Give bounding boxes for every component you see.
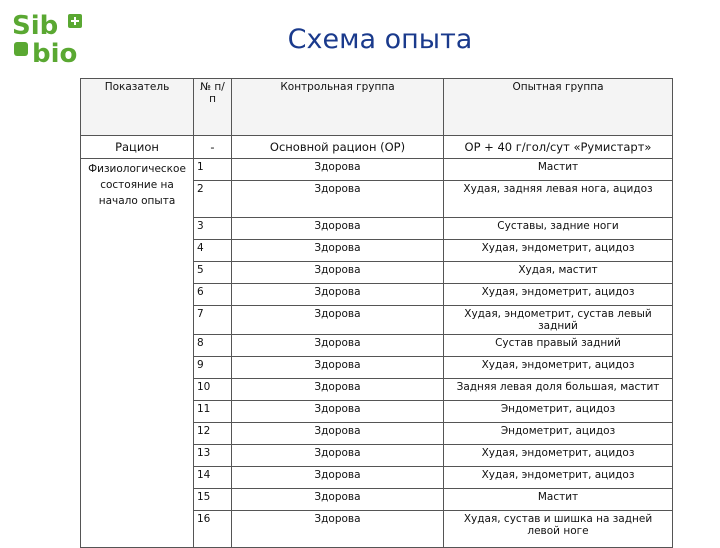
row-num: 8 (194, 335, 232, 357)
row-num: 9 (194, 357, 232, 379)
header-indicator: Показатель (81, 79, 194, 136)
row-num: 15 (194, 489, 232, 511)
row-control: Здорова (232, 335, 444, 357)
row-experimental: Худая, сустав и шишка на задней левой ноге (444, 511, 673, 548)
row-experimental: Худая, эндометрит, ацидоз (444, 467, 673, 489)
experiment-table (80, 78, 673, 548)
physio-label: Физиологическое состояние на начало опыта (81, 159, 194, 548)
row-control: Здорова (232, 306, 444, 335)
table-row (81, 159, 673, 181)
row-experimental: Худая, задняя левая нога, ацидоз (444, 181, 673, 218)
row-experimental: Худая, эндометрит, ацидоз (444, 240, 673, 262)
row-num: 7 (194, 306, 232, 335)
row-experimental: Худая, эндометрит, ацидоз (444, 284, 673, 306)
row-num: 5 (194, 262, 232, 284)
page-title: Схема опыта (287, 24, 473, 55)
row-control: Здорова (232, 159, 444, 181)
row-experimental: Сустав правый задний (444, 335, 673, 357)
row-experimental: Мастит (444, 159, 673, 181)
row-num: 11 (194, 401, 232, 423)
row-control: Здорова (232, 240, 444, 262)
row-experimental: Худая, эндометрит, сустав левый задний (444, 306, 673, 335)
row-control: Здорова (232, 379, 444, 401)
row-num: 13 (194, 445, 232, 467)
header-experimental: Опытная группа (444, 79, 673, 136)
row-num: 16 (194, 511, 232, 548)
row-experimental: Суставы, задние ноги (444, 218, 673, 240)
row-num: 1 (194, 159, 232, 181)
row-control: Здорова (232, 284, 444, 306)
row-num: 4 (194, 240, 232, 262)
row-control: Здорова (232, 489, 444, 511)
diet-control: Основной рацион (ОР) (232, 136, 444, 159)
row-control: Здорова (232, 181, 444, 218)
logo-line2: bio (32, 39, 78, 68)
diet-label: Рацион (81, 136, 194, 159)
row-experimental: Худая, эндометрит, ацидоз (444, 445, 673, 467)
row-control: Здорова (232, 445, 444, 467)
row-control: Здорова (232, 467, 444, 489)
row-num: 10 (194, 379, 232, 401)
row-control: Здорова (232, 218, 444, 240)
row-control: Здорова (232, 262, 444, 284)
row-num: 3 (194, 218, 232, 240)
row-experimental: Худая, мастит (444, 262, 673, 284)
row-control: Здорова (232, 511, 444, 548)
row-experimental: Эндометрит, ацидоз (444, 401, 673, 423)
row-experimental: Мастит (444, 489, 673, 511)
row-experimental: Задняя левая доля большая, мастит (444, 379, 673, 401)
diet-num: - (194, 136, 232, 159)
diet-row (81, 136, 673, 159)
row-num: 6 (194, 284, 232, 306)
row-experimental: Худая, эндометрит, ацидоз (444, 357, 673, 379)
row-control: Здорова (232, 401, 444, 423)
row-num: 2 (194, 181, 232, 218)
header-control: Контрольная группа (232, 79, 444, 136)
row-num: 12 (194, 423, 232, 445)
diet-experimental: ОР + 40 г/гол/сут «Румистарт» (444, 136, 673, 159)
row-control: Здорова (232, 357, 444, 379)
table-header-row (81, 79, 673, 136)
logo-line1: Sib (12, 11, 59, 41)
row-control: Здорова (232, 423, 444, 445)
row-experimental: Эндометрит, ацидоз (444, 423, 673, 445)
row-num: 14 (194, 467, 232, 489)
header-num: № п/п (194, 79, 232, 136)
